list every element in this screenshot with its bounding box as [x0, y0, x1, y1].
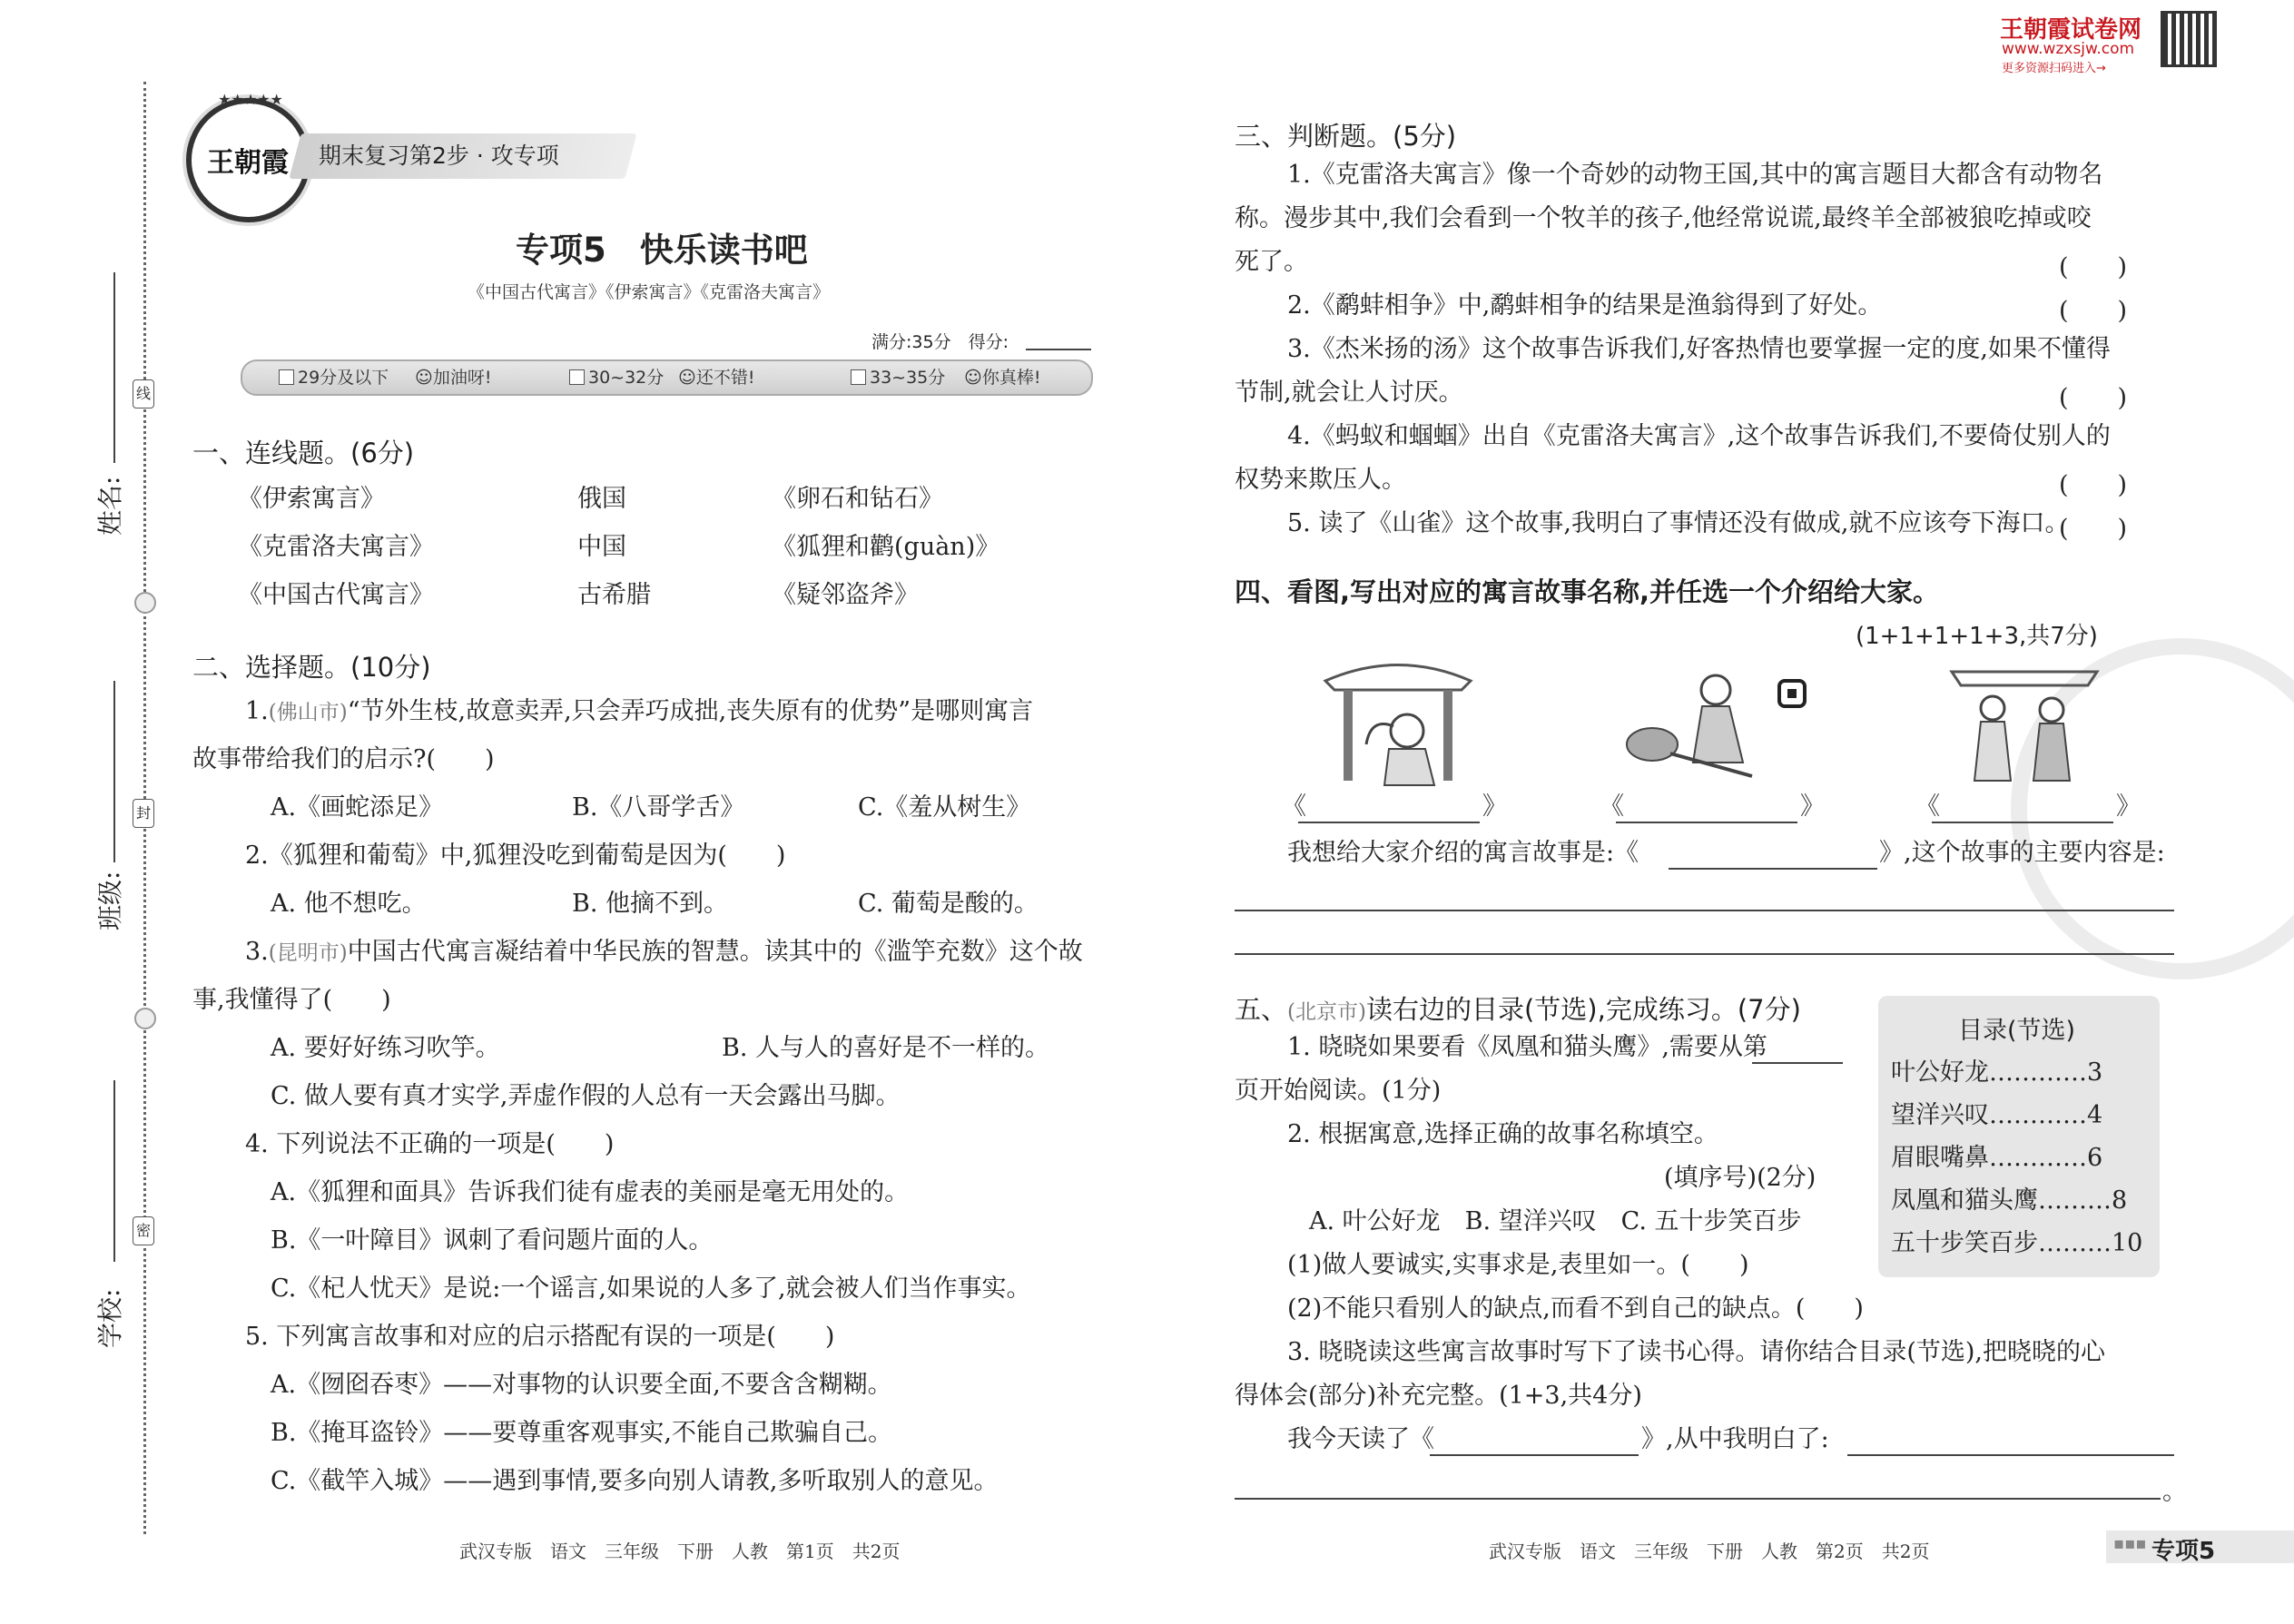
q5-option-a[interactable]: A.《囫囵吞枣》——对事物的认识要全面,不要含含糊糊。 — [271, 1371, 892, 1399]
class-line[interactable] — [113, 681, 115, 862]
student-name-line[interactable] — [113, 272, 115, 463]
q2-option-c[interactable]: C. 葡萄是酸的。 — [858, 890, 1039, 918]
s3-line: 5. 读了《山雀》这个故事,我明白了事情还没有做成,就不应该夸下海口。 — [1287, 509, 2070, 537]
page-title: 专项5 快乐读书吧 — [516, 231, 808, 270]
toc-entry[interactable]: 凤凰和猫头鹰………8 — [1891, 1186, 2128, 1215]
answer-line[interactable] — [1235, 1498, 2161, 1500]
school-line[interactable] — [113, 1080, 115, 1262]
s5-q2-item-1[interactable]: (1)做人要诚实,实事求是,表里如一。( ) — [1287, 1251, 1749, 1279]
section-5-heading: 五、(北京市)读右边的目录(节选),完成练习。(7分) — [1235, 994, 1801, 1025]
question-3-cont: 事,我懂得了( ) — [192, 986, 391, 1014]
story-picture-1 — [1316, 654, 1480, 790]
match-col2-item[interactable]: 中国 — [577, 533, 626, 561]
toc-entry[interactable]: 望洋兴叹…………4 — [1891, 1101, 2103, 1129]
s3-line: 1.《克雷洛夫寓言》像一个奇妙的动物王国,其中的寓言题目大都含有动物名 — [1287, 161, 2103, 189]
corner-tag — [2106, 1530, 2294, 1563]
s3-line: 死了。 — [1235, 248, 1308, 276]
answer-line[interactable] — [1847, 1454, 2174, 1456]
answer-paren[interactable]: ( ) — [2059, 384, 2128, 412]
story-name-blank-1[interactable] — [1298, 822, 1480, 823]
checkbox-icon[interactable] — [279, 369, 294, 385]
answer-period: 。 — [2162, 1478, 2187, 1506]
question-2: 2.《狐狸和葡萄》中,狐狸没吃到葡萄是因为( ) — [245, 842, 786, 870]
s4-intro-suffix: 》,这个故事的主要内容是: — [1879, 839, 2165, 867]
answer-line[interactable] — [1235, 953, 2174, 955]
q2-option-a[interactable]: A. 他不想吃。 — [271, 890, 427, 918]
q2-option-b[interactable]: B. 他摘不到。 — [572, 890, 729, 918]
right-footer: 武汉专版 语文 三年级 下册 人教 第2页 共2页 — [1489, 1540, 1930, 1562]
corner-tag-dots-icon: ▪▪▪ — [2113, 1534, 2147, 1553]
q5-option-b[interactable]: B.《掩耳盗铃》——要尊重客观事实,不能自己欺骗自己。 — [271, 1419, 893, 1447]
answer-paren[interactable]: ( ) — [2059, 253, 2128, 281]
toc-entry[interactable]: 五十步笑百步………10 — [1891, 1229, 2143, 1257]
s3-line: 4.《蚂蚁和蝈蝈》出自《克雷洛夫寓言》,这个故事告诉我们,不要倚仗别人的 — [1287, 422, 2111, 450]
score-level-1: 29分及以下 — [279, 365, 389, 390]
story-picture-2 — [1616, 654, 1816, 790]
read-story-blank[interactable] — [1430, 1454, 1639, 1456]
match-col3-item[interactable]: 《疑邻盗斧》 — [772, 581, 919, 609]
section-3-heading: 三、判断题。(5分) — [1235, 121, 1457, 152]
s5-q1-text: 1. 晓晓如果要看《凤凰和猫头鹰》,需要从第 — [1287, 1033, 1767, 1061]
binding-flag-seal: 封 — [133, 799, 154, 828]
s3-line: 2.《鹬蚌相争》中,鹬蚌相争的结果是渔翁得到了好处。 — [1287, 291, 1883, 320]
checkbox-icon[interactable] — [569, 369, 585, 385]
page-number-blank[interactable] — [1752, 1062, 1843, 1064]
book-close-2: 》 — [1800, 792, 1825, 821]
brand-badge-text: 王朝霞 — [207, 147, 289, 179]
table-of-contents — [1878, 996, 2160, 1277]
q5-option-c[interactable]: C.《截竿入城》——遇到事情,要多向别人请教,多听取别人的意见。 — [271, 1467, 999, 1495]
match-col1-item[interactable]: 《中国古代寓言》 — [238, 581, 434, 609]
section-4-score: (1+1+1+1+3,共7分) — [1856, 623, 2098, 650]
match-col3-item[interactable]: 《狐狸和鹳(guàn)》 — [772, 533, 1000, 561]
match-col1-item[interactable]: 《伊索寓言》 — [238, 485, 385, 513]
brand-url[interactable]: www.wzxsjw.com — [2002, 40, 2135, 58]
score-level-3: 33~35分 — [851, 365, 945, 390]
s5-q3-text: 3. 晓晓读这些寓言故事时写下了读书心得。请你结合目录(节选),把晓晓的心 — [1287, 1338, 2105, 1366]
brand-logo-text: 王朝霞试卷网 — [2000, 16, 2142, 44]
book-open-1: 《 — [1282, 792, 1306, 821]
toc-entry[interactable]: 眉眼嘴鼻…………6 — [1891, 1144, 2103, 1172]
brand-badge — [186, 91, 310, 222]
section-2-heading: 二、选择题。(10分) — [192, 652, 431, 683]
qr-code-icon[interactable] — [2161, 11, 2217, 67]
left-footer: 武汉专版 语文 三年级 下册 人教 第1页 共2页 — [459, 1540, 901, 1562]
checkbox-icon[interactable] — [851, 369, 866, 385]
binding-flag-secret: 密 — [133, 1216, 154, 1245]
q1-option-b[interactable]: B.《八哥学舌》 — [572, 793, 745, 822]
s3-line: 称。漫步其中,我们会看到一个牧羊的孩子,他经常说谎,最终羊全部被狼吃掉或咬 — [1235, 204, 2092, 232]
score-blank[interactable] — [1026, 349, 1091, 350]
brand-badge-stars: ★★★★★ — [218, 91, 283, 108]
story-name-blank-3[interactable] — [1932, 822, 2113, 823]
score-level-2: 30~32分 — [569, 365, 664, 390]
page-subtitle: 《中国古代寓言》《伊索寓言》《克雷洛夫寓言》 — [468, 282, 831, 302]
intro-story-blank[interactable] — [1669, 868, 1877, 870]
answer-line[interactable] — [1235, 910, 2174, 911]
s3-line: 节制,就会让人讨厌。 — [1235, 379, 1463, 407]
binding-flag-line: 线 — [133, 379, 154, 408]
story-name-blank-2[interactable] — [1616, 822, 1797, 823]
s5-q2-text: 2. 根据寓意,选择正确的故事名称填空。 — [1287, 1120, 1718, 1148]
answer-paren[interactable]: ( ) — [2059, 297, 2128, 325]
score-level-1-praise: ☺加油呀! — [415, 368, 492, 388]
binding-hole — [134, 1008, 156, 1029]
section-4-heading: 四、看图,写出对应的寓言故事名称,并任选一个介绍给大家。 — [1235, 576, 1940, 607]
school-label: 学校: — [95, 1288, 125, 1348]
brand-more: 更多资源扫码进入→ — [2002, 62, 2106, 75]
book-open-3: 《 — [1915, 792, 1940, 821]
s5-q3-cont: 得体会(部分)补充完整。(1+3,共4分) — [1235, 1382, 1642, 1410]
q1-option-a[interactable]: A.《画蛇添足》 — [271, 793, 444, 822]
section-banner-text: 期末复习第2步 · 攻专项 — [319, 143, 559, 169]
class-label: 班级: — [95, 871, 125, 930]
question-1-cont: 故事带给我们的启示?( ) — [192, 745, 495, 773]
s5-q1-cont: 页开始阅读。(1分) — [1235, 1077, 1442, 1105]
score-level-bar — [241, 359, 1093, 396]
s5-q2-options: A. 叶公好龙 B. 望洋兴叹 C. 五十步笑百步 — [1309, 1207, 1802, 1235]
match-col2-item[interactable]: 古希腊 — [577, 581, 651, 609]
s5-q3-suffix: 》,从中我明白了: — [1641, 1425, 1829, 1453]
book-close-3: 》 — [2116, 792, 2141, 821]
story-picture-3 — [1943, 654, 2106, 790]
answer-paren[interactable]: ( ) — [2059, 515, 2128, 543]
s4-intro-prefix: 我想给大家介绍的寓言故事是:《 — [1287, 839, 1639, 867]
q3-option-b[interactable]: B. 人与人的喜好是不一样的。 — [722, 1034, 1050, 1062]
student-name-label: 姓名: — [95, 476, 125, 536]
toc-title: 目录(节选) — [1958, 1017, 2076, 1045]
s3-line: 3.《杰米扬的汤》这个故事告诉我们,好客热情也要掌握一定的度,如果不懂得 — [1287, 335, 2111, 363]
question-5: 5. 下列寓言故事和对应的启示搭配有误的一项是( ) — [245, 1323, 835, 1351]
q4-option-b[interactable]: B.《一叶障目》讽刺了看问题片面的人。 — [271, 1226, 714, 1255]
section-banner — [289, 133, 636, 179]
q4-option-a[interactable]: A.《狐狸和面具》告诉我们徒有虚表的美丽是毫无用处的。 — [271, 1178, 910, 1206]
q1-option-c[interactable]: C.《羞从树生》 — [858, 793, 1031, 822]
s5-q2-note: (填序号)(2分) — [1664, 1164, 1816, 1192]
s3-line: 权势来欺压人。 — [1235, 466, 1406, 494]
corner-tag-text: 专项5 — [2151, 1538, 2216, 1565]
match-col2-item[interactable]: 俄国 — [577, 485, 626, 513]
match-col3-item[interactable]: 《卵石和钻石》 — [772, 485, 943, 513]
question-1: 1.(佛山市)“节外生枝,故意卖弄,只会弄巧成拙,丧失原有的优势”是哪则寓言 — [245, 697, 1034, 725]
book-open-2: 《 — [1600, 792, 1624, 821]
book-close-1: 》 — [1482, 792, 1507, 821]
q3-option-a[interactable]: A. 要好好练习吹竽。 — [271, 1034, 500, 1062]
match-col1-item[interactable]: 《克雷洛夫寓言》 — [238, 533, 434, 561]
answer-paren[interactable]: ( ) — [2059, 471, 2128, 499]
q4-option-c[interactable]: C.《杞人忧天》是说:一个谣言,如果说的人多了,就会被人们当作事实。 — [271, 1275, 1031, 1303]
s5-q2-item-2[interactable]: (2)不能只看别人的缺点,而看不到自己的缺点。( ) — [1287, 1294, 1864, 1323]
q3-option-c[interactable]: C. 做人要有真才实学,弄虚作假的人总有一天会露出马脚。 — [271, 1082, 901, 1110]
binding-hole — [134, 592, 156, 614]
question-4: 4. 下列说法不正确的一项是( ) — [245, 1130, 615, 1158]
section-1-heading: 一、连线题。(6分) — [192, 438, 415, 468]
score-level-3-praise: ☺你真棒! — [964, 368, 1041, 388]
s5-q3-prefix: 我今天读了《 — [1287, 1425, 1434, 1453]
question-3: 3.(昆明市)中国古代寓言凝结着中华民族的智慧。读其中的《滥竽充数》这个故 — [245, 938, 1083, 966]
score-line: 满分:35分 得分: — [871, 332, 1009, 352]
toc-entry[interactable]: 叶公好龙…………3 — [1891, 1058, 2103, 1087]
score-level-2-praise: ☺还不错! — [678, 368, 755, 388]
